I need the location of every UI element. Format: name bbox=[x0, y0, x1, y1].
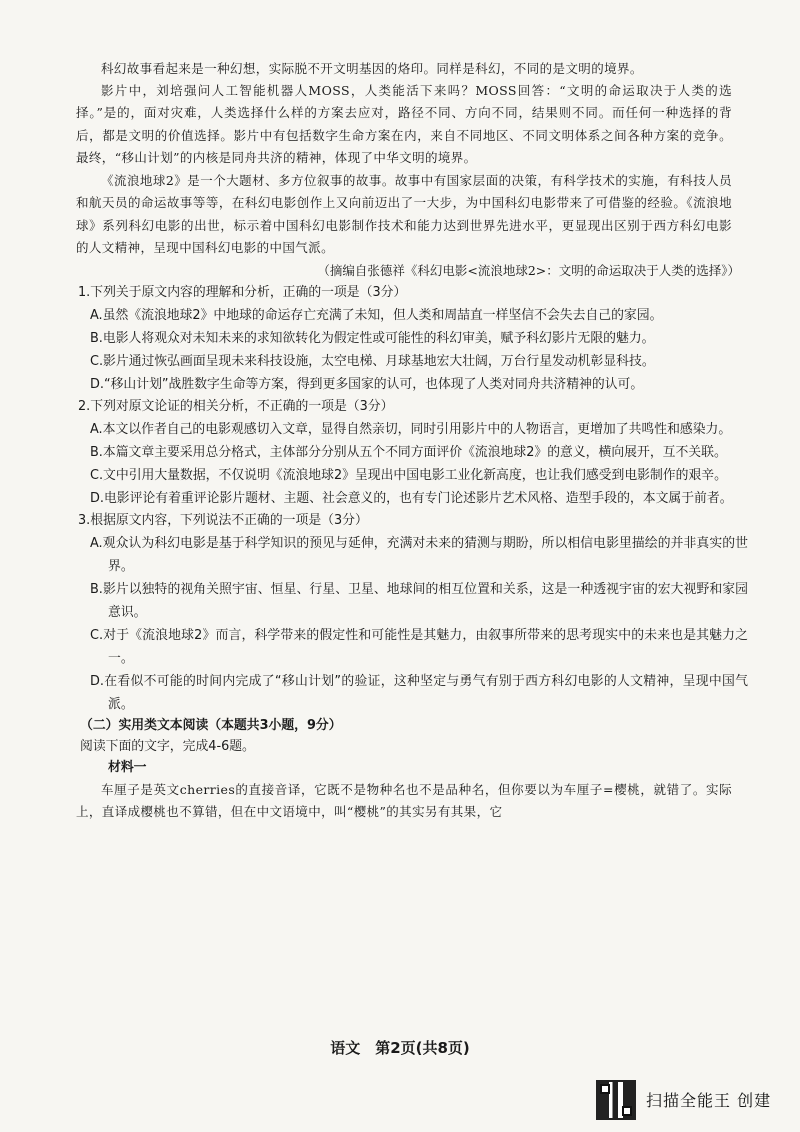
question-2-stem: 2.下列对原文论证的相关分析，不正确的一项是（3分） bbox=[78, 399, 394, 414]
question-3-option-d: D.在看似不可能的时间内完成了“移山计划”的验证，这种坚定与勇气有别于西方科幻电影的人文精神，呈现中国气派。 bbox=[90, 674, 748, 713]
question-2-option-b: B.本篇文章主要采用总分格式，主体部分分别从五个不同方面评价《流浪地球2》的意义，横向展开，互不关联。 bbox=[90, 445, 727, 460]
question-1-stem: 1.下列关于原文内容的理解和分析，正确的一项是（3分） bbox=[78, 285, 407, 300]
question-1-option-b: B.电影人将观众对未知未来的求知欲转化为假定性或可能性的科幻审美，赋予科幻影片无限的魅力。 bbox=[90, 331, 655, 346]
passage-paragraph-1: 科幻故事看起来是一种幻想，实际脱不开文明基因的烙印。同样是科幻，不同的是文明的境界。 bbox=[101, 61, 643, 76]
scanner-watermark: 扫描全能王 创建 bbox=[646, 1091, 772, 1110]
question-2-option-c: C.文中引用大量数据，不仅说明《流浪地球2》呈现出中国电影工业化新高度，也让我们感受到电影制作的艰辛。 bbox=[90, 468, 727, 483]
page-footer: 语文 第2页(共8页) bbox=[330, 1039, 470, 1057]
section-instruction: 阅读下面的文字，完成4-6题。 bbox=[80, 739, 255, 754]
question-1-option-d: D.“移山计划”战胜数字生命等方案，得到更多国家的认可，也体现了人类对同舟共济精神的认可。 bbox=[90, 377, 644, 392]
material-title: 材料一 bbox=[108, 760, 147, 775]
passage-paragraph-3: 《流浪地球2》是一个大题材、多方位叙事的故事。故事中有国家层面的决策，有科学技术的实施，有科技人员和航天员的命运故事等等，在科幻电影创作上又向前迈出了一大步，为中国科幻电影带来了可借鉴的经验。《流浪地球》系列科幻电影的出世，标示着中国科幻电影制作技术和能力达到世界先进水平，更显现出区别于西方科幻电影的人文精神，呈现中国科幻电影的中国气派。 bbox=[76, 173, 732, 256]
qr-code-icon bbox=[596, 1080, 636, 1120]
passage-paragraph-2: 影片中，刘培强问人工智能机器人MOSS，人类能活下来吗？MOSS回答：“文明的命运取决于人类的选择。”是的，面对灾难，人类选择什么样的方案去应对，路径不同、方向不同，结果则不同。而任何一种选择的背后，都是文明的价值选择。影片中有包括数字生命方案在内，来自不同地区、不同文明体系之间各种方案的竞争。最终，“移山计划”的内核是同舟共济的精神，体现了中华文明的境界。 bbox=[76, 83, 732, 166]
question-2-option-d: D.电影评论有着重评论影片题材、主题、社会意义的，也有专门论述影片艺术风格、造型手段的，本文属于前者。 bbox=[90, 491, 733, 506]
question-3-option-b: B.影片以独特的视角关照宇宙、恒星、行星、卫星、地球间的相互位置和关系，这是一种透视宇宙的宏大视野和家园意识。 bbox=[90, 582, 748, 621]
question-2-option-a: A.本文以作者自己的电影观感切入文章，显得自然亲切，同时引用影片中的人物语言，更增加了共鸣性和感染力。 bbox=[90, 422, 732, 437]
passage-source: （摘编自张德祥《科幻电影<流浪地球2>：文明的命运取决于人类的选择》） bbox=[317, 263, 740, 278]
question-1-option-a: A.虽然《流浪地球2》中地球的命运存亡充满了未知，但人类和周喆直一样坚信不会失去自己的家园。 bbox=[90, 308, 663, 323]
section-heading: （二）实用类文本阅读（本题共3小题，9分） bbox=[80, 718, 342, 733]
question-3-option-a: A.观众认为科幻电影是基于科学知识的预见与延伸，充满对未来的猜测与期盼，所以相信电影里描绘的并非真实的世界。 bbox=[90, 536, 748, 575]
question-1-option-c: C.影片通过恢弘画面呈现未来科技设施，太空电梯、月球基地宏大壮阔，万台行星发动机彰显科技。 bbox=[90, 354, 655, 369]
question-3-stem: 3.根据原文内容，下列说法不正确的一项是（3分） bbox=[78, 513, 368, 528]
question-3-option-c: C.对于《流浪地球2》而言，科学带来的假定性和可能性是其魅力，由叙事所带来的思考现实中的未来也是其魅力之一。 bbox=[90, 628, 748, 667]
material-text: 车厘子是英文cherries的直接音译，它既不是物种名也不是品种名，但你要以为车厘子=樱桃，就错了。实际上，直译成樱桃也不算错，但在中文语境中，叫“樱桃”的其实另有其果，它 bbox=[76, 782, 732, 820]
